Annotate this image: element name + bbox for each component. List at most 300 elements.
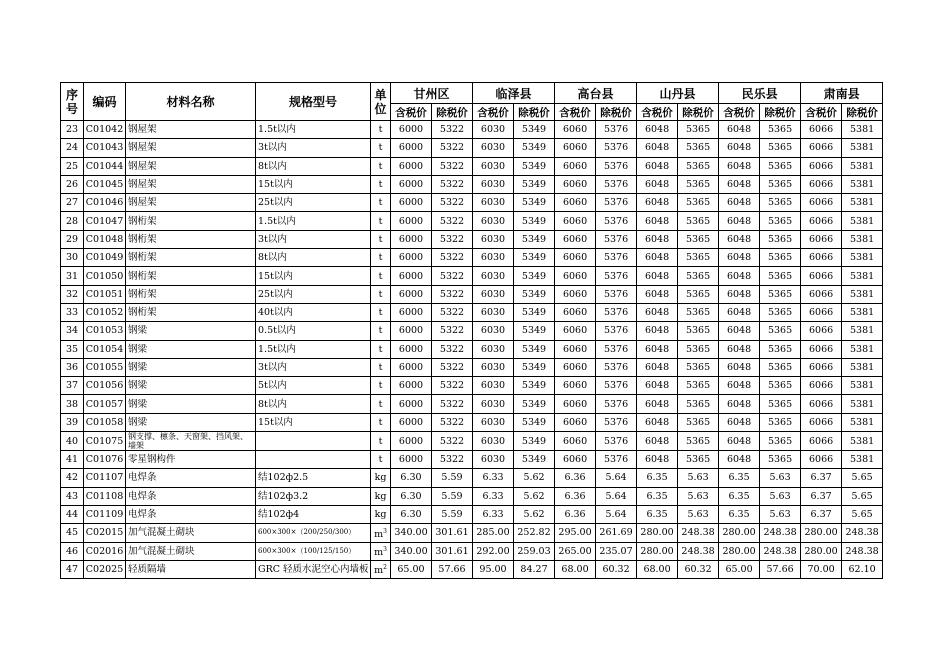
code-cell: C01108 [84, 487, 126, 505]
price-without-tax-cell: 5381 [842, 432, 883, 451]
spec-cell: 25t以内 [256, 285, 371, 303]
price-without-tax-cell: 5349 [514, 139, 555, 157]
price-with-tax-cell: 6.35 [719, 469, 760, 487]
code-cell: C01048 [84, 230, 126, 248]
price-without-tax-cell: 5376 [596, 194, 637, 212]
price-with-tax-cell: 6048 [637, 157, 678, 175]
price-without-tax-cell: 301.61 [432, 542, 473, 560]
unit-text: t [378, 435, 383, 447]
price-without-tax-cell: 5365 [760, 139, 801, 157]
price-without-tax-cell: 5322 [432, 358, 473, 376]
table-row [61, 487, 883, 505]
spec-cell [256, 451, 371, 469]
seq-cell: 26 [61, 175, 84, 193]
price-with-tax-cell: 6000 [391, 451, 432, 469]
price-without-tax-cell: 5365 [760, 175, 801, 193]
price-without-tax-cell: 5322 [432, 121, 473, 139]
price-without-tax-cell: 5365 [678, 413, 719, 431]
code-cell: C02025 [84, 560, 126, 578]
material-name-cell: 零星钢构件 [126, 451, 256, 469]
price-with-tax-cell: 6048 [637, 212, 678, 230]
price-without-tax-cell: 5.59 [432, 487, 473, 505]
seq-cell: 32 [61, 285, 84, 303]
price-with-tax-cell: 6.35 [637, 505, 678, 523]
material-name-cell: 电焊条 [126, 469, 256, 487]
price-with-tax-cell: 6030 [473, 395, 514, 413]
price-without-tax-cell: 5365 [760, 230, 801, 248]
price-with-tax-cell: 6048 [719, 157, 760, 175]
price-without-tax-cell: 5376 [596, 413, 637, 431]
price-without-tax-cell: 62.10 [842, 560, 883, 578]
price-without-tax-cell: 5376 [596, 377, 637, 395]
table-row [61, 249, 883, 267]
table-row [61, 377, 883, 395]
header-region: 临泽县 [473, 83, 555, 104]
price-with-tax-cell: 6.36 [555, 487, 596, 505]
spec-cell: 600×300×（100/125/150） [256, 542, 371, 560]
price-with-tax-cell: 6066 [801, 303, 842, 321]
unit-cell [371, 175, 391, 193]
price-with-tax-cell: 6030 [473, 413, 514, 431]
price-without-tax-cell: 5322 [432, 230, 473, 248]
price-with-tax-cell: 6.35 [637, 487, 678, 505]
seq-cell: 33 [61, 303, 84, 321]
price-with-tax-cell: 6060 [555, 303, 596, 321]
table-row [61, 303, 883, 321]
material-name-cell: 钢梁 [126, 340, 256, 358]
price-without-tax-cell: 5381 [842, 121, 883, 139]
unit-cell [371, 212, 391, 230]
price-without-tax-cell: 5349 [514, 175, 555, 193]
price-with-tax-cell: 6060 [555, 340, 596, 358]
price-with-tax-cell: 6066 [801, 377, 842, 395]
unit-cell [371, 469, 391, 487]
price-with-tax-cell: 6066 [801, 358, 842, 376]
price-with-tax-cell: 6066 [801, 249, 842, 267]
price-without-tax-cell: 5365 [678, 175, 719, 193]
seq-cell: 35 [61, 340, 84, 358]
price-with-tax-cell: 6.30 [391, 487, 432, 505]
price-without-tax-cell: 5365 [678, 358, 719, 376]
price-without-tax-cell: 5322 [432, 432, 473, 451]
seq-cell: 37 [61, 377, 84, 395]
seq-cell: 23 [61, 121, 84, 139]
unit-cell [371, 121, 391, 139]
price-with-tax-cell: 6066 [801, 395, 842, 413]
price-without-tax-cell: 84.27 [514, 560, 555, 578]
unit-text: kg [374, 472, 387, 484]
seq-cell: 41 [61, 451, 84, 469]
unit-text: t [378, 197, 383, 209]
spec-cell: 1.5t以内 [256, 212, 371, 230]
price-with-tax-cell: 6048 [719, 212, 760, 230]
price-without-tax-cell: 5.59 [432, 469, 473, 487]
price-without-tax-cell: 248.38 [842, 542, 883, 560]
price-without-tax-cell: 5365 [678, 249, 719, 267]
price-with-tax-cell: 6048 [637, 194, 678, 212]
price-without-tax-cell: 5381 [842, 322, 883, 340]
price-with-tax-cell: 6030 [473, 322, 514, 340]
price-without-tax-cell: 5322 [432, 194, 473, 212]
price-without-tax-cell: 5365 [678, 157, 719, 175]
material-name-cell: 钢支撑、檩条、天窗架、挡风架、墙架 [126, 432, 256, 451]
price-with-tax-cell: 280.00 [719, 542, 760, 560]
price-with-tax-cell: 340.00 [391, 524, 432, 542]
spec-cell: 0.5t以内 [256, 322, 371, 340]
price-without-tax-cell: 248.38 [842, 524, 883, 542]
price-with-tax-cell: 6000 [391, 230, 432, 248]
code-cell: C01054 [84, 340, 126, 358]
price-with-tax-cell: 6000 [391, 285, 432, 303]
price-table [60, 82, 883, 579]
table-row [61, 451, 883, 469]
spec-cell: 15t以内 [256, 175, 371, 193]
seq-cell: 42 [61, 469, 84, 487]
price-with-tax-cell: 6048 [637, 121, 678, 139]
price-without-tax-cell: 5381 [842, 377, 883, 395]
spec-cell: 15t以内 [256, 267, 371, 285]
unit-cell [371, 542, 391, 560]
code-cell: C01055 [84, 358, 126, 376]
price-without-tax-cell: 5365 [678, 267, 719, 285]
table-row [61, 139, 883, 157]
price-without-tax-cell: 5376 [596, 230, 637, 248]
unit-superscript: 3 [383, 546, 387, 554]
seq-cell: 24 [61, 139, 84, 157]
price-with-tax-cell: 6000 [391, 157, 432, 175]
price-with-tax-cell: 6000 [391, 194, 432, 212]
price-without-tax-cell: 5381 [842, 267, 883, 285]
price-with-tax-cell: 6030 [473, 432, 514, 451]
price-with-tax-cell: 6048 [637, 175, 678, 193]
price-without-tax-cell: 5365 [760, 395, 801, 413]
price-without-tax-cell: 5349 [514, 194, 555, 212]
price-without-tax-cell: 5365 [760, 358, 801, 376]
price-with-tax-cell: 6060 [555, 413, 596, 431]
price-with-tax-cell: 70.00 [801, 560, 842, 578]
price-with-tax-cell: 292.00 [473, 542, 514, 560]
price-with-tax-cell: 6.35 [719, 505, 760, 523]
price-without-tax-cell: 5365 [760, 322, 801, 340]
unit-text: t [378, 343, 383, 355]
seq-cell: 43 [61, 487, 84, 505]
price-without-tax-cell: 5349 [514, 285, 555, 303]
price-without-tax-cell: 5322 [432, 395, 473, 413]
spec-cell: 1.5t以内 [256, 340, 371, 358]
table-row [61, 322, 883, 340]
price-with-tax-cell: 6000 [391, 340, 432, 358]
unit-cell [371, 139, 391, 157]
table-row [61, 432, 883, 451]
price-with-tax-cell: 6030 [473, 377, 514, 395]
material-name-cell: 加气混凝土砌块 [126, 542, 256, 560]
price-with-tax-cell: 6000 [391, 322, 432, 340]
price-without-tax-cell: 5.63 [760, 487, 801, 505]
unit-text: t [378, 142, 383, 154]
code-cell: C01052 [84, 303, 126, 321]
price-with-tax-cell: 6030 [473, 194, 514, 212]
material-name-cell: 钢桁架 [126, 249, 256, 267]
table-row [61, 542, 883, 560]
price-without-tax-cell: 5365 [760, 377, 801, 395]
price-without-tax-cell: 5365 [678, 303, 719, 321]
unit-superscript: 3 [383, 527, 387, 535]
price-without-tax-cell: 248.38 [760, 542, 801, 560]
unit-cell [371, 377, 391, 395]
price-with-tax-cell: 6000 [391, 303, 432, 321]
material-name-cell: 钢梁 [126, 358, 256, 376]
unit-cell [371, 322, 391, 340]
header-spec: 规格型号 [256, 83, 371, 121]
price-without-tax-cell: 5376 [596, 340, 637, 358]
unit-cell [371, 230, 391, 248]
price-with-tax-cell: 6.36 [555, 469, 596, 487]
unit-text: t [378, 179, 383, 191]
price-with-tax-cell: 6060 [555, 175, 596, 193]
price-without-tax-cell: 5365 [678, 139, 719, 157]
price-without-tax-cell: 5322 [432, 212, 473, 230]
table-row [61, 524, 883, 542]
price-without-tax-cell: 5381 [842, 157, 883, 175]
price-without-tax-cell: 5349 [514, 451, 555, 469]
price-with-tax-cell: 6060 [555, 157, 596, 175]
price-with-tax-cell: 6048 [719, 267, 760, 285]
price-without-tax-cell: 5322 [432, 322, 473, 340]
price-with-tax-cell: 6066 [801, 451, 842, 469]
price-without-tax-cell: 5376 [596, 175, 637, 193]
price-with-tax-cell: 6048 [719, 340, 760, 358]
price-without-tax-cell: 5322 [432, 139, 473, 157]
price-with-tax-cell: 6060 [555, 212, 596, 230]
code-cell: C01043 [84, 139, 126, 157]
unit-cell [371, 413, 391, 431]
price-with-tax-cell: 6000 [391, 432, 432, 451]
spec-cell: 3t以内 [256, 358, 371, 376]
table-row [61, 413, 883, 431]
material-name-cell: 电焊条 [126, 505, 256, 523]
price-without-tax-cell: 248.38 [760, 524, 801, 542]
price-with-tax-cell: 6060 [555, 432, 596, 451]
price-without-tax-cell: 5365 [760, 121, 801, 139]
price-with-tax-cell: 6066 [801, 194, 842, 212]
price-without-tax-cell: 5376 [596, 121, 637, 139]
price-with-tax-cell: 65.00 [391, 560, 432, 578]
price-with-tax-cell: 6048 [719, 285, 760, 303]
price-without-tax-cell: 5322 [432, 340, 473, 358]
price-with-tax-cell: 6060 [555, 358, 596, 376]
price-with-tax-cell: 6.33 [473, 469, 514, 487]
price-without-tax-cell: 5376 [596, 451, 637, 469]
header-seq: 序号 [61, 83, 84, 121]
price-with-tax-cell: 280.00 [637, 542, 678, 560]
price-with-tax-cell: 6000 [391, 267, 432, 285]
spec-cell: 5t以内 [256, 377, 371, 395]
table-row [61, 560, 883, 578]
table-row [61, 505, 883, 523]
price-with-tax-cell: 6066 [801, 285, 842, 303]
price-without-tax-cell: 5365 [678, 212, 719, 230]
price-with-tax-cell: 6048 [719, 432, 760, 451]
price-without-tax-cell: 5365 [760, 267, 801, 285]
code-cell: C01057 [84, 395, 126, 413]
price-with-tax-cell: 6066 [801, 121, 842, 139]
price-without-tax-cell: 5381 [842, 175, 883, 193]
price-with-tax-cell: 280.00 [637, 524, 678, 542]
table-row [61, 121, 883, 139]
price-with-tax-cell: 6048 [637, 413, 678, 431]
seq-cell: 44 [61, 505, 84, 523]
seq-cell: 46 [61, 542, 84, 560]
price-with-tax-cell: 6030 [473, 139, 514, 157]
price-without-tax-cell: 5381 [842, 303, 883, 321]
unit-cell [371, 560, 391, 578]
price-with-tax-cell: 6000 [391, 413, 432, 431]
spec-cell: 8t以内 [256, 157, 371, 175]
spec-cell: 8t以内 [256, 249, 371, 267]
price-with-tax-cell: 6.37 [801, 487, 842, 505]
price-without-tax-cell: 5381 [842, 230, 883, 248]
price-without-tax-cell: 5349 [514, 121, 555, 139]
price-without-tax-cell: 248.38 [678, 542, 719, 560]
price-with-tax-cell: 6000 [391, 121, 432, 139]
unit-text: t [378, 416, 383, 428]
price-without-tax-cell: 301.61 [432, 524, 473, 542]
seq-cell: 27 [61, 194, 84, 212]
unit-text: t [378, 288, 383, 300]
price-without-tax-cell: 5376 [596, 139, 637, 157]
header-region: 高台县 [555, 83, 637, 104]
price-with-tax-cell: 6030 [473, 358, 514, 376]
spec-cell [256, 432, 371, 451]
price-without-tax-cell: 5322 [432, 267, 473, 285]
price-without-tax-cell: 5376 [596, 212, 637, 230]
price-without-tax-cell: 5349 [514, 340, 555, 358]
price-without-tax-cell: 5.62 [514, 469, 555, 487]
code-cell: C01045 [84, 175, 126, 193]
price-with-tax-cell: 6048 [719, 303, 760, 321]
price-without-tax-cell: 5376 [596, 267, 637, 285]
spec-cell: 40t以内 [256, 303, 371, 321]
header-without-tax: 除税价 [432, 104, 473, 121]
unit-text: t [378, 307, 383, 319]
unit-cell [371, 524, 391, 542]
price-without-tax-cell: 5376 [596, 303, 637, 321]
price-with-tax-cell: 6060 [555, 121, 596, 139]
price-with-tax-cell: 6030 [473, 121, 514, 139]
price-with-tax-cell: 6066 [801, 432, 842, 451]
code-cell: C01058 [84, 413, 126, 431]
unit-text: t [378, 124, 383, 136]
unit-text: t [378, 233, 383, 245]
price-without-tax-cell: 5381 [842, 249, 883, 267]
price-without-tax-cell: 5322 [432, 157, 473, 175]
spec-cell: 3t以内 [256, 139, 371, 157]
material-name-cell: 钢桁架 [126, 230, 256, 248]
unit-text: t [378, 215, 383, 227]
price-with-tax-cell: 6066 [801, 267, 842, 285]
price-with-tax-cell: 6000 [391, 377, 432, 395]
price-without-tax-cell: 5381 [842, 358, 883, 376]
price-without-tax-cell: 5381 [842, 340, 883, 358]
material-name-cell: 钢屋架 [126, 139, 256, 157]
price-with-tax-cell: 6030 [473, 157, 514, 175]
price-with-tax-cell: 6060 [555, 395, 596, 413]
price-without-tax-cell: 5349 [514, 212, 555, 230]
price-with-tax-cell: 6060 [555, 139, 596, 157]
price-with-tax-cell: 6000 [391, 395, 432, 413]
unit-text: t [378, 270, 383, 282]
price-with-tax-cell: 6.35 [719, 487, 760, 505]
price-without-tax-cell: 5.59 [432, 505, 473, 523]
header-name: 材料名称 [126, 83, 256, 121]
price-without-tax-cell: 5365 [678, 230, 719, 248]
price-without-tax-cell: 5.63 [678, 487, 719, 505]
unit-cell [371, 303, 391, 321]
price-with-tax-cell: 6030 [473, 212, 514, 230]
table-row [61, 194, 883, 212]
price-without-tax-cell: 5349 [514, 267, 555, 285]
material-name-cell: 钢桁架 [126, 267, 256, 285]
unit-cell [371, 358, 391, 376]
price-without-tax-cell: 60.32 [596, 560, 637, 578]
unit-cell [371, 267, 391, 285]
price-with-tax-cell: 265.00 [555, 542, 596, 560]
price-without-tax-cell: 5349 [514, 303, 555, 321]
unit-text: t [378, 325, 383, 337]
price-without-tax-cell: 5322 [432, 249, 473, 267]
price-without-tax-cell: 5376 [596, 432, 637, 451]
price-with-tax-cell: 6.35 [637, 469, 678, 487]
price-with-tax-cell: 6030 [473, 230, 514, 248]
price-without-tax-cell: 5365 [760, 285, 801, 303]
unit-cell [371, 157, 391, 175]
price-without-tax-cell: 5.63 [760, 505, 801, 523]
price-with-tax-cell: 6000 [391, 139, 432, 157]
material-name-cell: 钢屋架 [126, 194, 256, 212]
price-without-tax-cell: 5376 [596, 395, 637, 413]
seq-cell: 34 [61, 322, 84, 340]
seq-cell: 47 [61, 560, 84, 578]
price-with-tax-cell: 6048 [637, 358, 678, 376]
price-without-tax-cell: 5.64 [596, 505, 637, 523]
price-without-tax-cell: 5322 [432, 377, 473, 395]
header-with-tax: 含税价 [801, 104, 842, 121]
code-cell: C01046 [84, 194, 126, 212]
price-without-tax-cell: 235.07 [596, 542, 637, 560]
price-without-tax-cell: 5381 [842, 194, 883, 212]
price-without-tax-cell: 5381 [842, 395, 883, 413]
material-name-cell: 钢桁架 [126, 303, 256, 321]
seq-cell: 40 [61, 432, 84, 451]
price-with-tax-cell: 6048 [719, 249, 760, 267]
price-with-tax-cell: 6048 [637, 395, 678, 413]
material-name-cell: 钢梁 [126, 322, 256, 340]
price-with-tax-cell: 6060 [555, 249, 596, 267]
unit-cell [371, 451, 391, 469]
unit-text: t [378, 362, 383, 373]
price-without-tax-cell: 5349 [514, 230, 555, 248]
price-with-tax-cell: 6.36 [555, 505, 596, 523]
price-without-tax-cell: 5.64 [596, 469, 637, 487]
spec-cell: 3t以内 [256, 230, 371, 248]
price-with-tax-cell: 6.30 [391, 505, 432, 523]
material-name-cell: 钢梁 [126, 413, 256, 431]
price-with-tax-cell: 6066 [801, 230, 842, 248]
price-with-tax-cell: 6060 [555, 194, 596, 212]
code-cell: C01075 [84, 432, 126, 451]
price-without-tax-cell: 5349 [514, 358, 555, 376]
price-with-tax-cell: 6048 [719, 358, 760, 376]
